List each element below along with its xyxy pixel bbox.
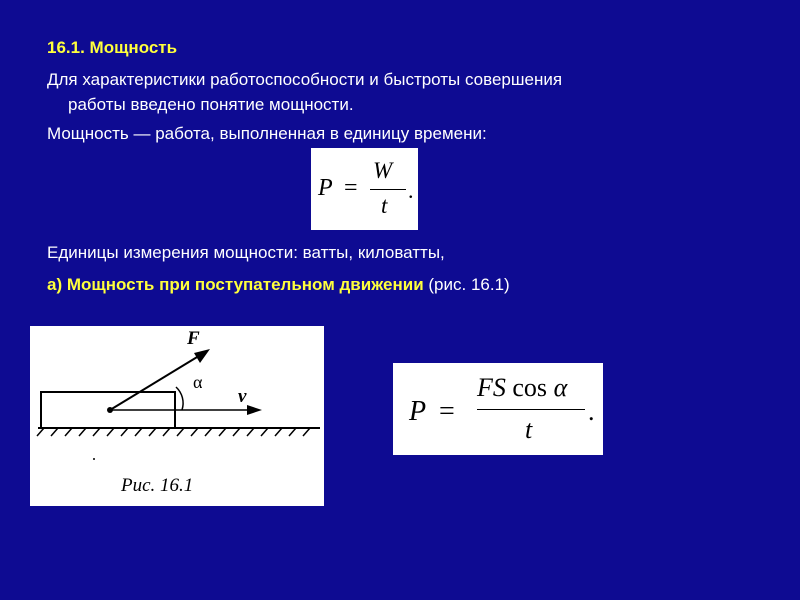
formula1-numerator: W [373, 158, 393, 183]
paragraph-power-definition: Мощность — работа, выполненная в единицу времени: [47, 124, 487, 143]
translational-motion-heading: а) Мощность при поступательном движении [47, 275, 424, 294]
formula-power-work-time [311, 148, 418, 230]
formula2-numerator-vars: FS [477, 373, 506, 402]
formula2-equals: = [439, 396, 455, 427]
paragraph-units: Единицы измерения мощности: ватты, киловатты, [47, 243, 445, 262]
formula2-denominator: t [525, 415, 533, 444]
formula1-lhs: P [318, 175, 333, 201]
angle-label: α [193, 372, 203, 392]
formula2-fraction-bar [477, 409, 585, 410]
formula1-denominator: t [381, 193, 388, 218]
formula1-equals: = [344, 175, 358, 201]
velocity-label: v [238, 386, 247, 407]
angle-arc [176, 387, 183, 410]
formula2-numerator-func: cos [512, 373, 548, 402]
formula2-lhs: P [409, 396, 427, 427]
formula1-period: . [408, 178, 414, 203]
force-label: F [187, 328, 200, 349]
formula2-period: . [588, 397, 595, 426]
formula-power-force [393, 363, 603, 455]
figure-caption: Рис. 16.1 [121, 475, 194, 496]
page-title: 16.1. Мощность [47, 38, 178, 57]
paragraph-definition-line2: работы введено понятие мощности. [68, 95, 354, 114]
paragraph-translational-motion [47, 274, 510, 295]
figure-16-1 [30, 326, 324, 506]
formula1-fraction-bar [370, 189, 406, 190]
formula2-numerator [477, 373, 567, 403]
ground-surface [37, 428, 320, 436]
formula2-numerator-angle: α [553, 373, 568, 402]
figure-dot [93, 458, 95, 460]
figure-reference: (рис. 16.1) [423, 275, 510, 294]
paragraph-definition-line1: Для характеристики работоспособности и быстроты совершения [47, 70, 563, 89]
